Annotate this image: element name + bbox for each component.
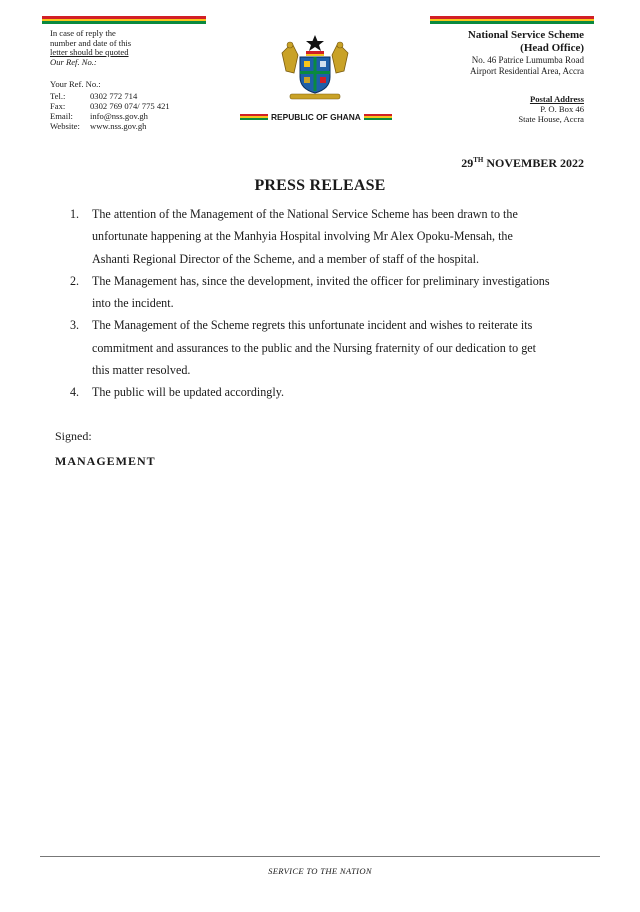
contact-row	[50, 111, 170, 121]
reply-note-line: letter should be quoted	[50, 47, 129, 58]
contact-value: www.nss.gov.gh	[90, 121, 147, 131]
item-line: The Management of the Scheme regrets this unfortunate incident and wishes to reiterate its	[92, 318, 533, 333]
org-name: National Service Scheme	[467, 29, 584, 41]
footer-motto: SERVICE TO THE NATION	[268, 866, 372, 876]
contact-key: Email:	[50, 111, 73, 121]
contact-key: Website:	[50, 121, 80, 131]
footer-divider	[40, 856, 600, 857]
list-item	[70, 381, 586, 403]
list-item	[70, 270, 586, 315]
republic-of-ghana-banner	[240, 111, 396, 123]
reply-note-line: In case of reply the	[50, 28, 116, 38]
address-line: Airport Residential Area, Accra	[470, 66, 584, 76]
item-text	[92, 203, 518, 270]
item-line: this matter resolved.	[92, 363, 191, 378]
reply-note	[50, 29, 131, 67]
flag-bar-left	[42, 16, 206, 24]
address-line: No. 46 Patrice Lumumba Road	[471, 55, 584, 65]
contact-value: 0302 772 714	[90, 91, 138, 101]
item-line: unfortunate happening at the Manhyia Hospital involving Mr Alex Opoku-Mensah, the	[92, 229, 513, 244]
signatory: MANAGEMENT	[55, 454, 156, 468]
contact-key: Fax:	[50, 101, 66, 111]
item-number: 1.	[70, 207, 80, 221]
organization-block	[468, 29, 584, 77]
item-line: commitment and assurances to the public and the Nursing fraternity of our dedication to get	[92, 340, 536, 355]
contact-row	[50, 101, 170, 111]
item-number: 4.	[70, 385, 80, 400]
item-text	[92, 270, 550, 315]
postal-line: P. O. Box 46	[540, 104, 584, 114]
signed-label: Signed:	[55, 429, 92, 443]
item-line: The Management has, since the development, invited the officer for preliminary investigations	[92, 273, 550, 288]
item-number: 2.	[70, 273, 80, 288]
date-suffix: TH	[473, 156, 484, 164]
postal-block	[518, 94, 584, 124]
contact-key: Tel.:	[50, 91, 66, 101]
coat-of-arms-icon	[276, 33, 354, 103]
postal-label: Postal Address	[529, 94, 584, 104]
your-ref: Your Ref. No.:	[50, 79, 101, 89]
item-line: into the incident.	[92, 296, 174, 311]
flag-mini-right	[364, 114, 392, 121]
item-text	[92, 314, 536, 381]
contact-value: 0302 769 074/ 775 421	[90, 101, 170, 111]
item-number: 3.	[70, 318, 80, 333]
contact-block	[50, 79, 170, 131]
reply-note-line: number and date of this	[50, 37, 132, 48]
release-date	[461, 156, 584, 171]
item-line: Ashanti Regional Director of the Scheme, and a member of staff of the hospital.	[92, 251, 479, 266]
item-line: The public will be updated accordingly.	[92, 385, 284, 400]
contact-value: info@nss.gov.gh	[90, 111, 148, 121]
item-line: The attention of the Management of the National Service Scheme has been drawn to the	[92, 207, 518, 221]
contact-row	[50, 121, 170, 131]
date-month-year: NOVEMBER 2022	[486, 156, 584, 170]
flag-mini-left	[240, 114, 268, 121]
date-day: 29	[461, 156, 474, 170]
our-ref: Our Ref. No.:	[50, 56, 97, 67]
release-items	[70, 203, 586, 404]
item-text	[92, 381, 284, 403]
postal-line: State House, Accra	[518, 114, 584, 124]
list-item	[70, 314, 586, 381]
contact-row	[50, 91, 170, 101]
list-item	[70, 203, 586, 270]
document-title: PRESS RELEASE	[254, 177, 386, 194]
office-name: (Head Office)	[520, 42, 584, 54]
republic-label: REPUBLIC OF GHANA	[271, 112, 361, 122]
flag-bar-right	[430, 16, 594, 24]
